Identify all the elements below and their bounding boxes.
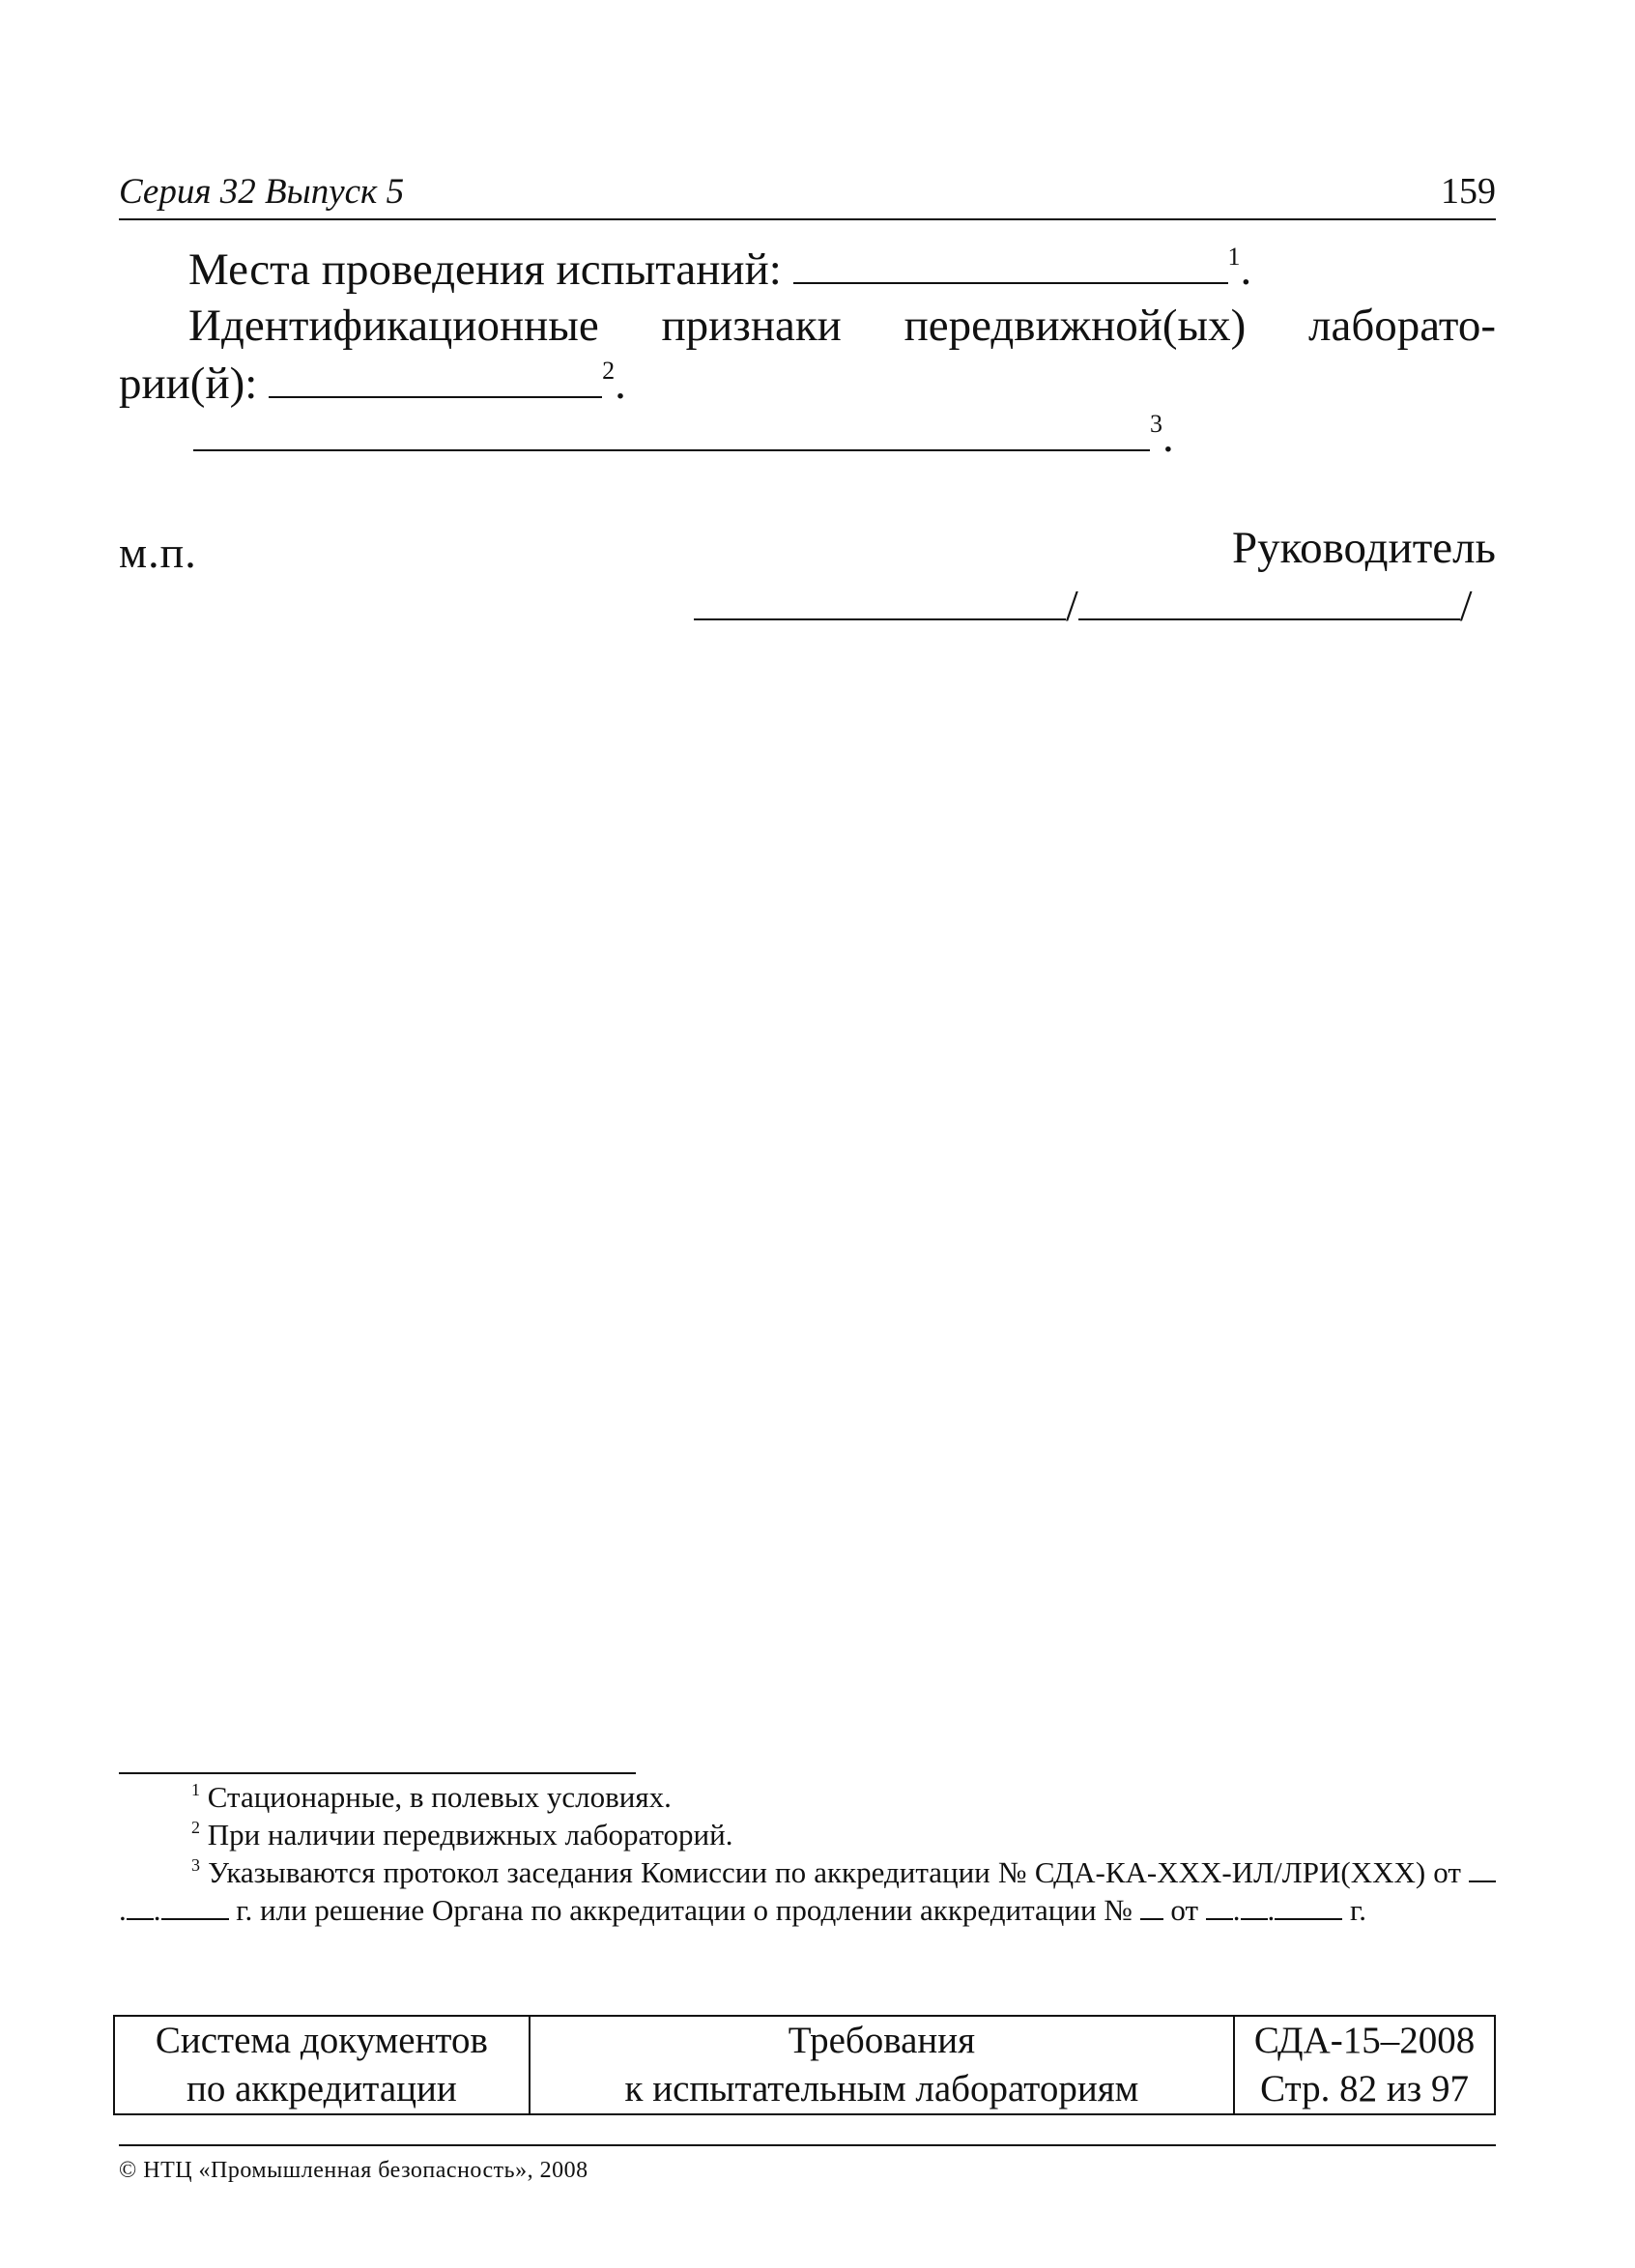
id-line <box>188 300 1496 352</box>
footnote-3-text-d: г. <box>1350 1893 1366 1927</box>
decision-footnote-ref: 3 <box>1150 410 1162 438</box>
id-word-1: Идентификационные <box>188 301 599 351</box>
places-label: Места проведения испытаний: <box>188 244 782 295</box>
name-blank <box>1078 578 1460 620</box>
copyright: © НТЦ «Промышленная безопасность», 2008 <box>119 2158 588 2183</box>
day-blank <box>1469 1855 1496 1882</box>
id-word-3: передвижной(ых) <box>904 301 1247 351</box>
day-blank-2 <box>1206 1893 1233 1920</box>
year-blank-2 <box>1275 1893 1342 1920</box>
places-footnote-ref: 1 <box>1227 243 1241 271</box>
head-title: Руководитель <box>1232 523 1496 573</box>
footnote-1-mark: 1 <box>191 1780 200 1799</box>
places-blank <box>793 245 1228 284</box>
id-word-2: признаки <box>661 301 842 351</box>
number-blank <box>1140 1893 1163 1920</box>
doc-code: СДА-15–2008 <box>1253 2020 1476 2061</box>
requirements-line1: Требования <box>788 2020 976 2061</box>
decision-line: $^3$. <box>193 411 1570 463</box>
footnote-2 <box>119 1816 1496 1853</box>
footnote-3-mark: 3 <box>191 1855 200 1875</box>
month-blank-2 <box>1241 1893 1268 1920</box>
stamp-place: м.п. <box>119 528 197 577</box>
signature-line <box>694 578 1473 631</box>
footnote-2-text: При наличии передвижных лабораторий. <box>207 1818 733 1852</box>
signature-blank <box>694 578 1066 620</box>
doc-page-count: Стр. 82 из 97 <box>1260 2068 1469 2110</box>
slash-2: / <box>1459 581 1473 630</box>
doc-system-line2: по аккредитации <box>186 2068 457 2110</box>
decision-blank <box>193 413 1150 451</box>
footnote-1 <box>119 1778 1496 1816</box>
month-blank <box>127 1893 154 1920</box>
footnote-rule <box>119 1772 636 1774</box>
footnote-3-text-b: г. или решение Органа по аккредитации о продлении аккредитации № <box>236 1893 1133 1927</box>
page-number: 159 <box>1441 171 1496 212</box>
footnote-1-text: Стационарные, в полевых условиях. <box>207 1780 672 1814</box>
id-line-end: рии(й): <box>119 359 258 409</box>
places-line: Места проведения испытаний: $^1$. <box>188 243 1252 295</box>
doc-code-cell <box>1234 2016 1495 2114</box>
footnote-3-text-a: Указываются протокол заседания Комиссии по аккредитации № СДА-КА-ХХХ-ИЛ/ЛРИ(ХХХ) от <box>208 1855 1461 1889</box>
footnote-2-mark: 2 <box>191 1818 200 1837</box>
doc-system-cell <box>114 2016 530 2114</box>
doc-system-line1: Система документов <box>155 2020 488 2061</box>
id-footnote-ref: 2 <box>602 357 616 385</box>
footnote-3: $^3$ Указываются протокол заседания Комиссии по аккредитации № СДА-КА-ХХХ-ИЛ/ЛРИ(ХХХ) от . . г. или решение Органа по аккредитации о продлении аккредитации № от . . г. <box>119 1853 1496 1929</box>
id-word-4: лаборато- <box>1308 301 1496 351</box>
document-footer-table <box>113 2015 1496 2115</box>
series-title: Серия 32 Выпуск 5 <box>119 172 405 212</box>
footnote-3-text-c: от <box>1170 1893 1199 1927</box>
slash-1: / <box>1066 581 1078 630</box>
year-blank <box>161 1893 229 1920</box>
footnotes <box>119 1778 1496 1929</box>
running-header <box>119 162 1496 220</box>
requirements-line2: к испытательным лабораториям <box>624 2068 1139 2110</box>
requirements-cell <box>530 2016 1234 2114</box>
id-line-continuation: рии(й): $^2$. <box>119 357 626 409</box>
bottom-rule <box>119 2144 1496 2146</box>
id-blank <box>269 359 602 398</box>
